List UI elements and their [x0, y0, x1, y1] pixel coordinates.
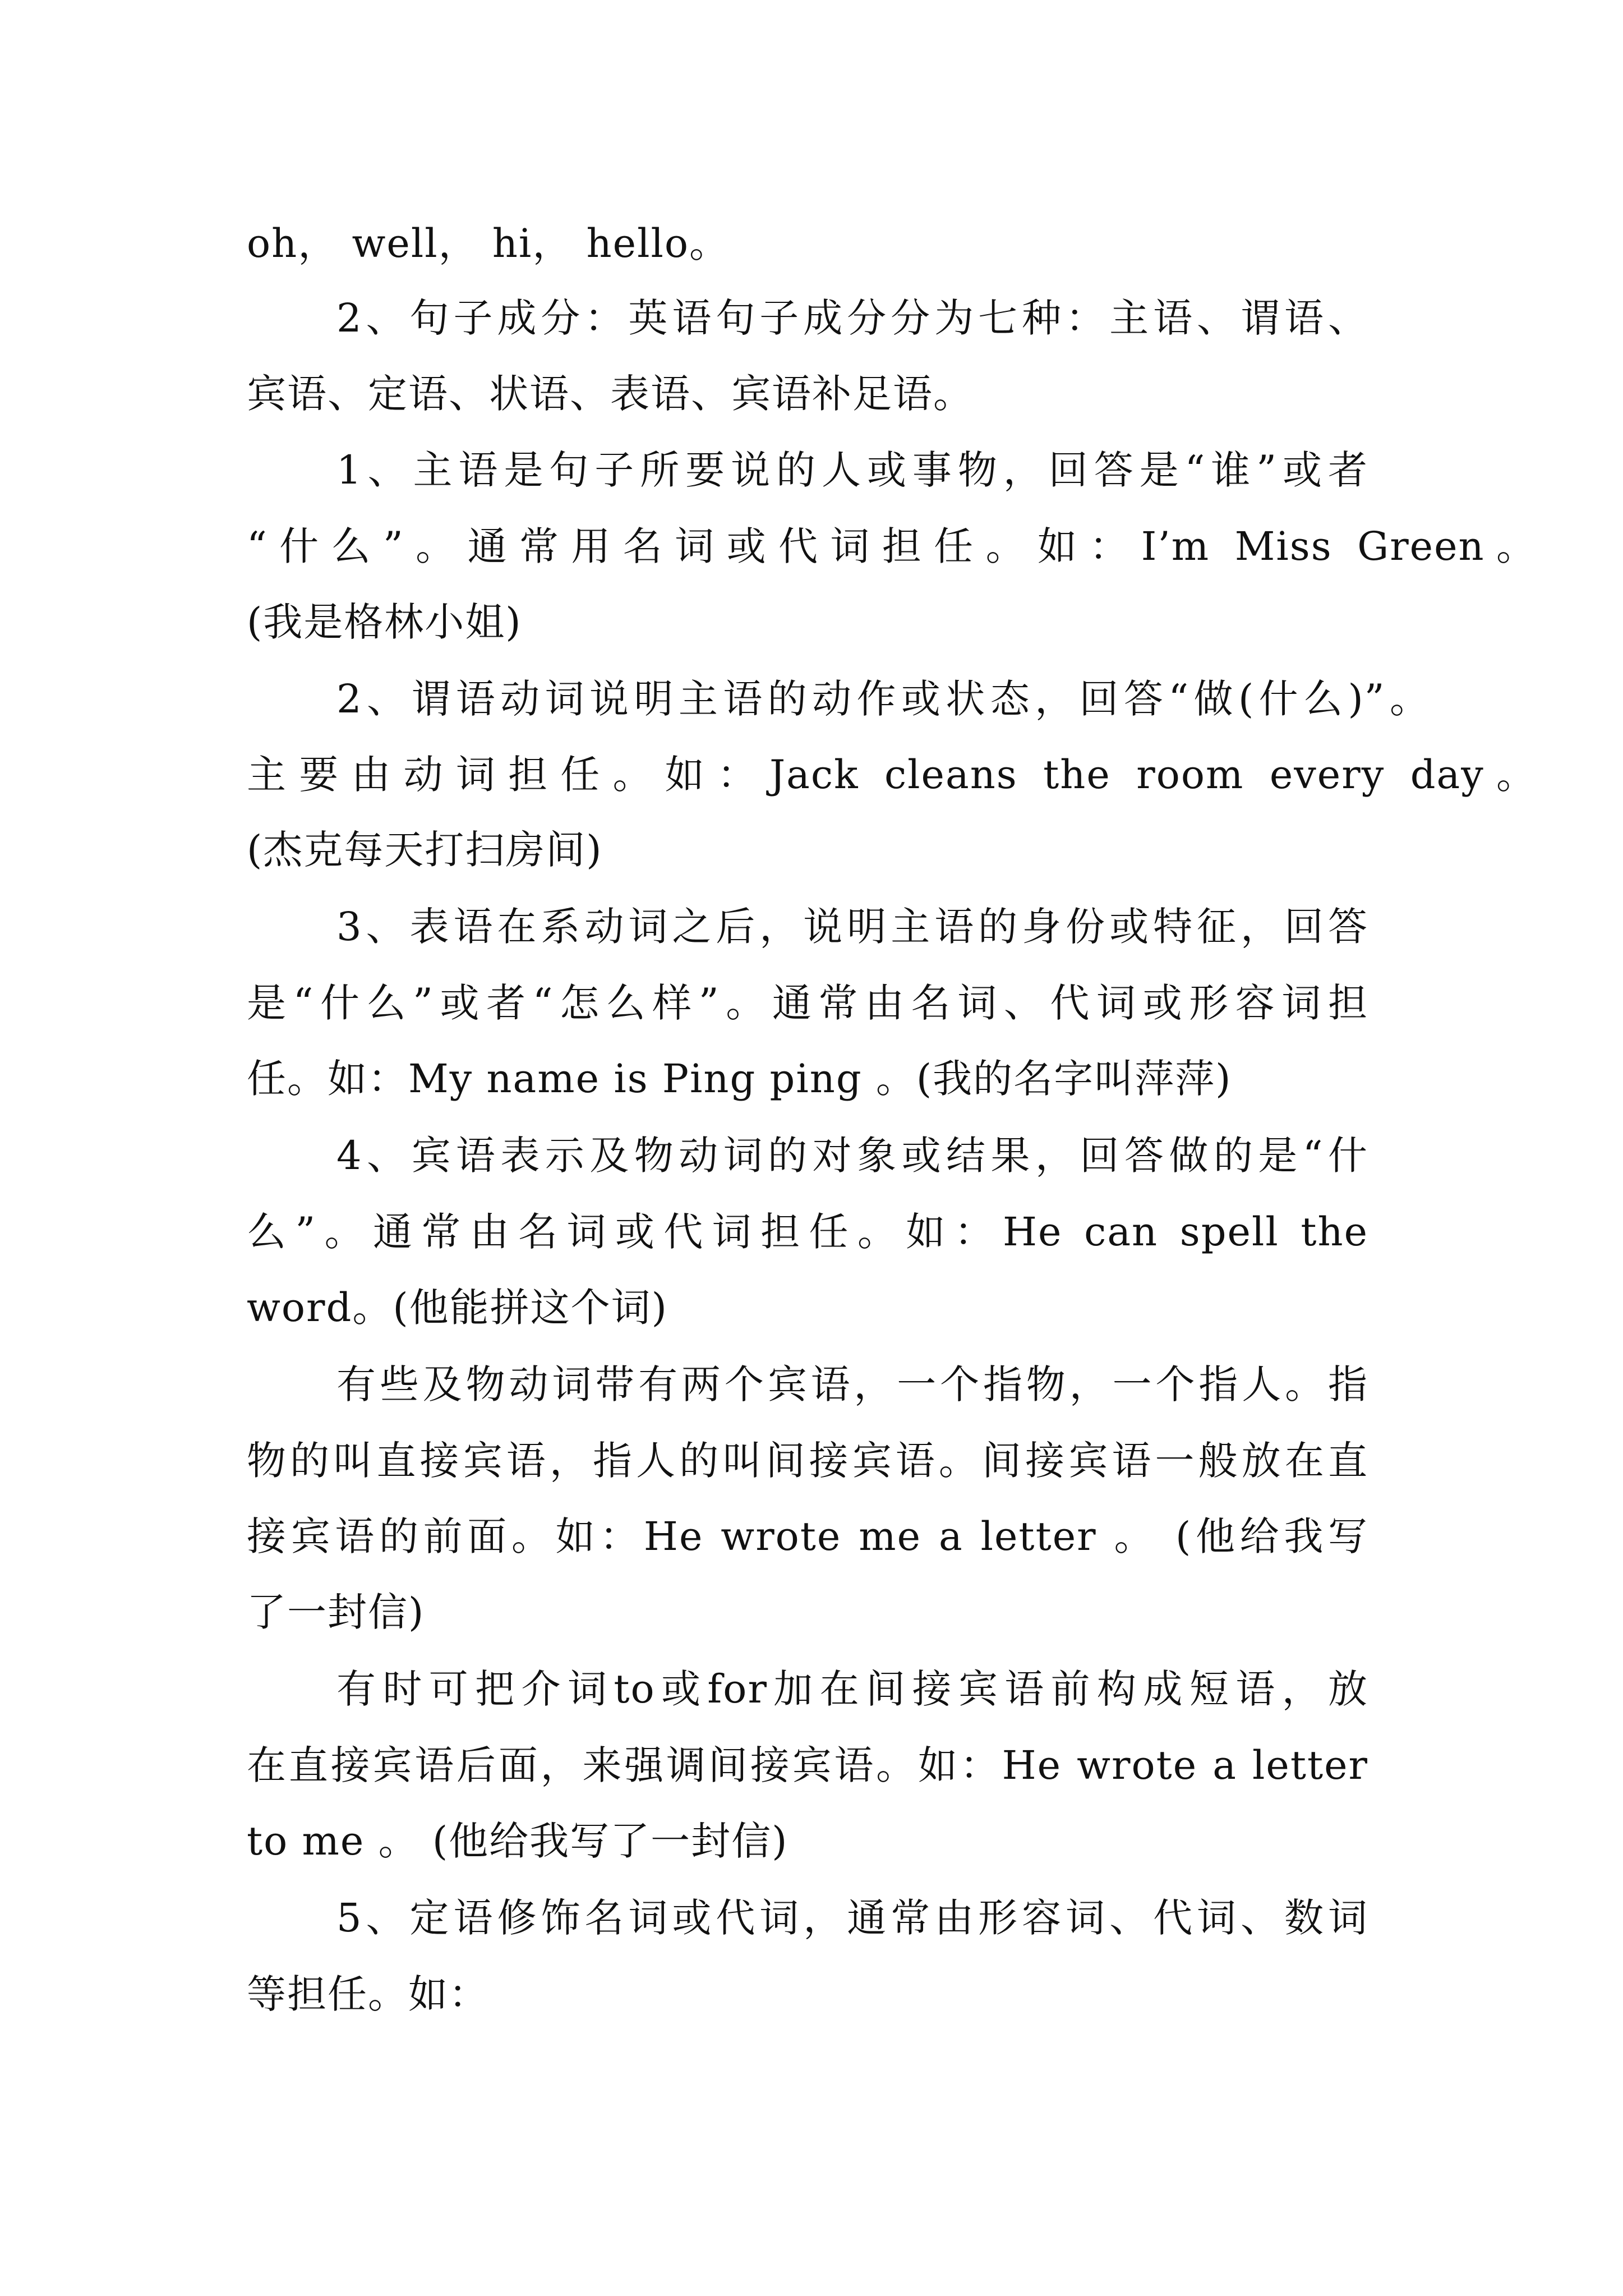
text-line: 5、定语修饰名词或代词，通常由形容词、代词、数词: [336, 1895, 1368, 1941]
text-line: (我是格林小姐): [247, 599, 522, 645]
text-line: 有时可把介词to或for加在间接宾语前构成短语，放: [336, 1666, 1368, 1712]
text-line: 主要由动词担任。如：Jack cleans the room every day。: [247, 752, 1537, 798]
text-line: 3、表语在系动词之后，说明主语的身份或特征，回答: [336, 904, 1368, 950]
text-line: to me 。 (他给我写了一封信): [247, 1818, 789, 1864]
text-line: 等担任。如：: [247, 1971, 489, 2017]
text-line: 4、宾语表示及物动词的对象或结果，回答做的是“什: [336, 1133, 1368, 1179]
text-line: 任。如：My name is Ping ping 。(我的名字叫萍萍): [247, 1056, 1232, 1102]
text-line: 有些及物动词带有两个宾语，一个指物，一个指人。指: [336, 1361, 1368, 1407]
text-line: (杰克每天打扫房间): [247, 827, 603, 873]
text-line: word。(他能拼这个词): [247, 1285, 668, 1331]
text-line: 物的叫直接宾语，指人的叫间接宾语。间接宾语一般放在直: [247, 1438, 1368, 1484]
text-line: 1、主语是句子所要说的人或事物，回答是“谁”或者: [336, 447, 1368, 493]
text-line: 了一封信): [247, 1589, 425, 1635]
text-line: 在直接宾语后面，来强调间接宾语。如：He wrote a letter: [247, 1742, 1368, 1788]
text-line: 是“什么”或者“怎么样”。通常由名词、代词或形容词担: [247, 980, 1368, 1026]
text-line: 宾语、定语、状语、表语、宾语补足语。: [247, 371, 974, 417]
text-line: oh， well， hi， hello。: [247, 220, 730, 266]
text-line: 2、谓语动词说明主语的动作或状态，回答“做(什么)”。: [336, 676, 1430, 722]
text-line: 么”。通常由名词或代词担任。如：He can spell the: [247, 1209, 1368, 1255]
text-line: 2、句子成分：英语句子成分分为七种：主语、谓语、: [336, 295, 1368, 341]
text-line: “什么”。通常用名词或代词担任。如：I’m Miss Green。: [247, 523, 1537, 569]
text-line: 接宾语的前面。如：He wrote me a letter 。 (他给我写: [247, 1513, 1368, 1559]
